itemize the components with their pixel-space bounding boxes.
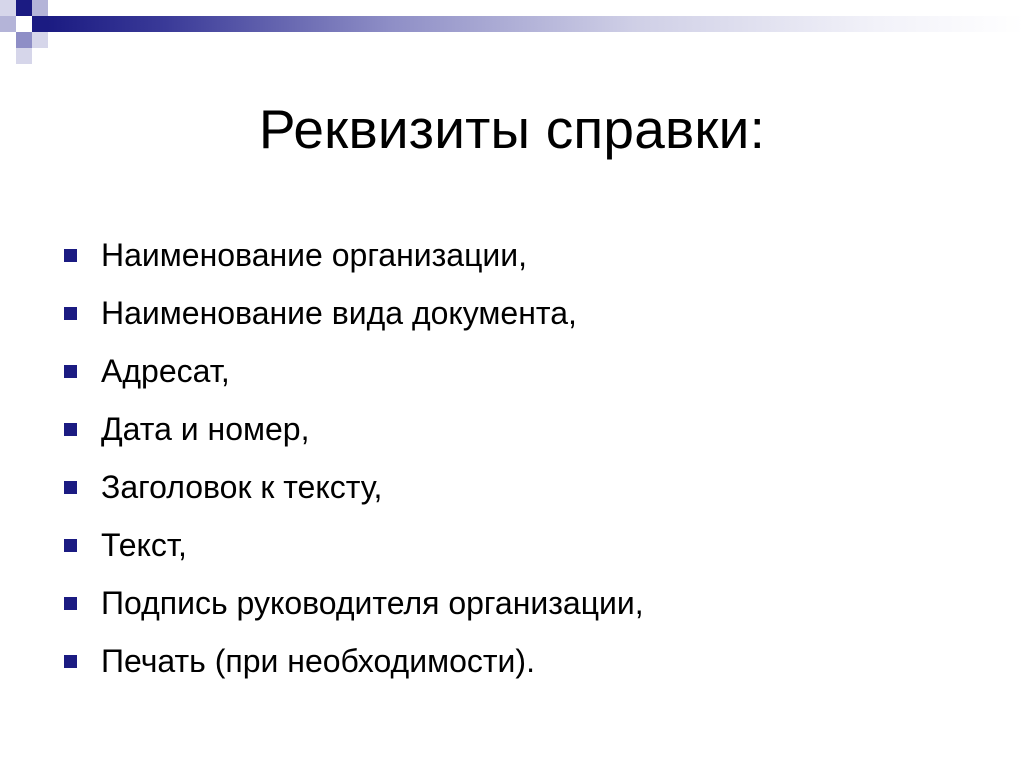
- square-bullet-icon: [64, 539, 77, 552]
- decor-square: [16, 0, 32, 16]
- list-item-text: Наименование вида документа,: [101, 295, 577, 331]
- list-item: [64, 400, 644, 458]
- list-item-text: Печать (при необходимости).: [101, 643, 535, 679]
- list-item-text: Наименование организации,: [101, 237, 528, 273]
- decor-square: [32, 0, 48, 16]
- list-item: [64, 516, 644, 574]
- square-bullet-icon: [64, 365, 77, 378]
- square-bullet-icon: [64, 597, 77, 610]
- list-item-text: Подпись руководителя организации,: [101, 585, 644, 621]
- square-bullet-icon: [64, 481, 77, 494]
- list-item: [64, 342, 644, 400]
- square-bullet-icon: [64, 423, 77, 436]
- decor-square: [32, 32, 48, 48]
- list-item: [64, 632, 644, 690]
- decor-square: [0, 0, 16, 16]
- decor-square: [16, 48, 32, 64]
- list-item: [64, 226, 644, 284]
- list-item: [64, 574, 644, 632]
- list-item: [64, 284, 644, 342]
- slide-title: Реквизиты справки:: [258, 98, 766, 160]
- square-bullet-icon: [64, 307, 77, 320]
- square-bullet-icon: [64, 655, 77, 668]
- bullet-list: [64, 226, 644, 690]
- list-item-text: Дата и номер,: [101, 411, 310, 447]
- decor-gradient-band: [48, 16, 1024, 32]
- list-item-text: Адресат,: [101, 353, 230, 389]
- list-item-text: Заголовок к тексту,: [101, 469, 383, 505]
- decor-square: [32, 16, 48, 32]
- list-item: [64, 458, 644, 516]
- decor-square: [16, 32, 32, 48]
- decor-square: [0, 16, 16, 32]
- square-bullet-icon: [64, 249, 77, 262]
- list-item-text: Текст,: [101, 527, 187, 563]
